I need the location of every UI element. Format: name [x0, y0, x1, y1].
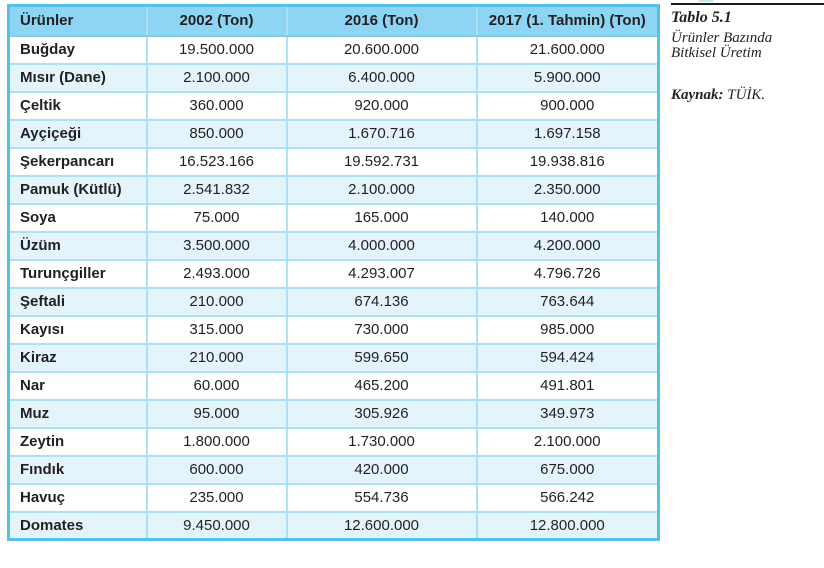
product-cell: Havuç [9, 484, 147, 512]
value-cell: 12.600.000 [287, 512, 477, 540]
table-row [9, 204, 659, 232]
value-cell: 850.000 [147, 120, 287, 148]
value-cell: 1.670.716 [287, 120, 477, 148]
value-cell: 900.000 [477, 92, 659, 120]
value-cell: 349.973 [477, 400, 659, 428]
column-header-2016: 2016 (Ton) [287, 6, 477, 36]
product-cell: Fındık [9, 456, 147, 484]
value-cell: 210.000 [147, 344, 287, 372]
table-caption [671, 3, 824, 104]
table-row [9, 148, 659, 176]
value-cell: 4.000.000 [287, 232, 477, 260]
product-cell: Nar [9, 372, 147, 400]
table-row [9, 232, 659, 260]
caption-subtitle-line1: Ürünler Bazında [671, 30, 773, 46]
value-cell: 600.000 [147, 456, 287, 484]
value-cell: 4.293.007 [287, 260, 477, 288]
product-cell: Pamuk (Kütlü) [9, 176, 147, 204]
value-cell: 210.000 [147, 288, 287, 316]
value-cell: 554.736 [287, 484, 477, 512]
header-row [9, 6, 659, 36]
value-cell: 2.100.000 [287, 176, 477, 204]
value-cell: 75.000 [147, 204, 287, 232]
value-cell: 920.000 [287, 92, 477, 120]
product-cell: Kayısı [9, 316, 147, 344]
table-row [9, 92, 659, 120]
value-cell: 763.644 [477, 288, 659, 316]
value-cell: 19.592.731 [287, 148, 477, 176]
table-row [9, 344, 659, 372]
table-row [9, 512, 659, 540]
value-cell: 465.200 [287, 372, 477, 400]
value-cell: 3.500.000 [147, 232, 287, 260]
table-row [9, 400, 659, 428]
column-header-2002: 2002 (Ton) [147, 6, 287, 36]
value-cell: 9.450.000 [147, 512, 287, 540]
source-note [671, 87, 824, 104]
table-row [9, 484, 659, 512]
value-cell: 985.000 [477, 316, 659, 344]
value-cell: 95.000 [147, 400, 287, 428]
table-row [9, 176, 659, 204]
value-cell: 2.493.000 [147, 260, 287, 288]
value-cell: 1.697.158 [477, 120, 659, 148]
value-cell: 2.350.000 [477, 176, 659, 204]
value-cell: 19.938.816 [477, 148, 659, 176]
table-row [9, 372, 659, 400]
table-body [9, 36, 659, 540]
table-row [9, 260, 659, 288]
product-cell: Şekerpancarı [9, 148, 147, 176]
table-header [9, 6, 659, 36]
product-cell: Domates [9, 512, 147, 540]
production-table [7, 4, 660, 541]
product-cell: Kiraz [9, 344, 147, 372]
value-cell: 19.500.000 [147, 36, 287, 64]
table-row [9, 120, 659, 148]
value-cell: 1.800.000 [147, 428, 287, 456]
value-cell: 674.136 [287, 288, 477, 316]
product-cell: Soya [9, 204, 147, 232]
product-cell: Muz [9, 400, 147, 428]
table-row [9, 456, 659, 484]
value-cell: 2.100.000 [477, 428, 659, 456]
value-cell: 20.600.000 [287, 36, 477, 64]
source-label: Kaynak: [671, 87, 724, 103]
table-row [9, 64, 659, 92]
value-cell: 4.200.000 [477, 232, 659, 260]
source-value: TÜİK. [727, 87, 766, 103]
value-cell: 305.926 [287, 400, 477, 428]
product-cell: Zeytin [9, 428, 147, 456]
column-header-urunler: Ürünler [9, 6, 147, 36]
caption-subtitle-line2: Bitkisel Üretim [671, 45, 762, 61]
value-cell: 2.541.832 [147, 176, 287, 204]
product-cell: Buğday [9, 36, 147, 64]
value-cell: 315.000 [147, 316, 287, 344]
value-cell: 2.100.000 [147, 64, 287, 92]
column-header-2017: 2017 (1. Tahmin) (Ton) [477, 6, 659, 36]
value-cell: 60.000 [147, 372, 287, 400]
table-caption-subtitle [671, 31, 824, 61]
value-cell: 140.000 [477, 204, 659, 232]
product-cell: Üzüm [9, 232, 147, 260]
value-cell: 675.000 [477, 456, 659, 484]
value-cell: 6.400.000 [287, 64, 477, 92]
value-cell: 165.000 [287, 204, 477, 232]
product-cell: Şeftali [9, 288, 147, 316]
value-cell: 360.000 [147, 92, 287, 120]
cropped-blue-mark [699, 0, 713, 2]
value-cell: 16.523.166 [147, 148, 287, 176]
value-cell: 21.600.000 [477, 36, 659, 64]
table-row [9, 36, 659, 64]
value-cell: 599.650 [287, 344, 477, 372]
value-cell: 730.000 [287, 316, 477, 344]
product-cell: Ayçiçeği [9, 120, 147, 148]
value-cell: 4.796.726 [477, 260, 659, 288]
value-cell: 5.900.000 [477, 64, 659, 92]
product-cell: Turunçgiller [9, 260, 147, 288]
value-cell: 235.000 [147, 484, 287, 512]
value-cell: 566.242 [477, 484, 659, 512]
value-cell: 1.730.000 [287, 428, 477, 456]
product-cell: Çeltik [9, 92, 147, 120]
table-row [9, 316, 659, 344]
caption-rule [671, 3, 824, 5]
value-cell: 12.800.000 [477, 512, 659, 540]
table-row [9, 288, 659, 316]
value-cell: 420.000 [287, 456, 477, 484]
value-cell: 491.801 [477, 372, 659, 400]
value-cell: 594.424 [477, 344, 659, 372]
table-caption-title: Tablo 5.1 [671, 9, 732, 26]
product-cell: Mısır (Dane) [9, 64, 147, 92]
table-row [9, 428, 659, 456]
